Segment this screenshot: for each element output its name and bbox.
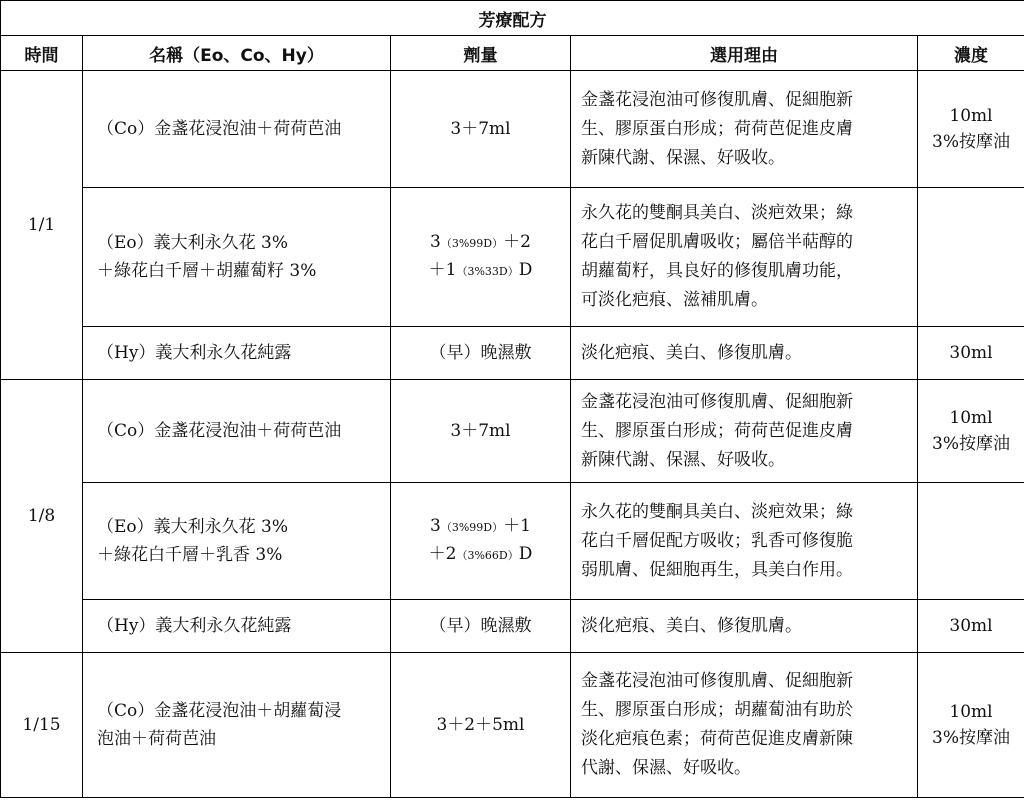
concentration-cell: [918, 653, 1024, 798]
table-row: [1, 600, 1024, 653]
concentration-cell-line: 3%按摩油: [932, 132, 1010, 152]
concentration-cell-line: 3%按摩油: [932, 728, 1010, 748]
concentration-cell: [918, 483, 1024, 600]
name-cell-line: ＋綠花白千層＋胡蘿蔔籽 3%: [97, 261, 317, 281]
header-dose: 劑量: [391, 36, 571, 71]
concentration-cell-line: 3%按摩油: [932, 434, 1010, 454]
name-cell: [83, 483, 391, 600]
dose-ratio: （3%33D）: [456, 265, 519, 278]
reason-cell-line: 胡蘿蔔籽，具良好的修復肌膚功能，: [581, 261, 853, 281]
reason-cell-line: 弱肌膚、促細胞再生，具美白作用。: [581, 559, 853, 580]
header-reason: 選用理由: [571, 36, 918, 71]
reason-cell: [571, 653, 918, 798]
concentration-cell-line: 10ml: [949, 106, 993, 126]
dose-cell: [391, 188, 571, 327]
reason-cell-line: 可淡化疤痕、滋補肌膚。: [581, 290, 768, 310]
dose-amount: （早）晚濕敷: [429, 343, 532, 363]
dose-cell: [391, 380, 571, 483]
dose-amount: 3: [430, 516, 441, 536]
date-cell: 1/15: [1, 653, 83, 798]
name-cell: [83, 188, 391, 327]
name-cell: [83, 653, 391, 798]
concentration-cell: [918, 380, 1024, 483]
reason-cell-line: 金盞花浸泡油可修復肌膚、促細胞新: [581, 89, 853, 110]
concentration-cell-line: 30ml: [949, 616, 993, 636]
name-cell-line: （Co）金盞花浸泡油＋胡蘿蔔浸: [97, 701, 342, 721]
reason-cell-line: 淡化疤痕、美白、修復肌膚。: [581, 615, 802, 636]
dose-cell: [391, 327, 571, 380]
name-cell-line: （Hy）義大利永久花純露: [97, 343, 292, 363]
name-cell-line: （Eo）義大利永久花 3%: [97, 517, 289, 537]
name-cell: [83, 600, 391, 653]
dose-suffix: D: [518, 260, 533, 280]
name-cell: [83, 380, 391, 483]
dose-amount: （早）晚濕敷: [429, 616, 532, 636]
reason-cell: [571, 600, 918, 653]
dose-ratio: （3%99D）: [440, 521, 504, 534]
dose-suffix: D: [518, 544, 533, 564]
dose-amount: 3＋7ml: [450, 421, 511, 441]
dose-amount: 3＋7ml: [450, 119, 511, 139]
reason-cell: [571, 188, 918, 327]
table-row: [1, 327, 1024, 380]
table-row: [1, 71, 1024, 188]
table-row: [1, 653, 1024, 798]
reason-cell-line: 新陳代謝、保濕、好吸收。: [581, 449, 785, 470]
concentration-cell-line: 10ml: [949, 702, 993, 722]
name-cell-line: （Co）金盞花浸泡油＋荷荷芭油: [97, 119, 342, 139]
name-cell: [83, 71, 391, 188]
reason-cell: [571, 71, 918, 188]
concentration-cell: [918, 71, 1024, 188]
reason-cell-line: 代謝、保濕、好吸收。: [581, 758, 751, 778]
reason-cell-line: 花白千層促配方吸收；乳香可修復脆: [581, 530, 853, 551]
dose-cell: [391, 483, 571, 600]
table-body: [1, 71, 1024, 798]
reason-cell-line: 永久花的雙酮具美白、淡疤效果；綠: [581, 501, 853, 522]
reason-cell-line: 新陳代謝、保濕、好吸收。: [581, 147, 785, 168]
concentration-cell: [918, 600, 1024, 653]
name-cell: [83, 327, 391, 380]
concentration-cell: [918, 327, 1024, 380]
table-row: [1, 380, 1024, 483]
dose-suffix: ＋1: [503, 516, 531, 536]
reason-cell-line: 生、膠原蛋白形成；荷荷芭促進皮膚: [581, 420, 853, 441]
reason-cell-line: 生、膠原蛋白形成；荷荷芭促進皮膚: [581, 118, 853, 139]
concentration-cell-line: 10ml: [949, 408, 993, 428]
table-row: [1, 188, 1024, 327]
name-cell-line: （Eo）義大利永久花 3%: [97, 233, 289, 253]
dose-amount: 3＋2＋5ml: [436, 715, 525, 735]
table-title: 芳療配方: [1, 1, 1024, 36]
reason-cell-line: 金盞花浸泡油可修復肌膚、促細胞新: [581, 391, 853, 412]
reason-cell-line: 金盞花浸泡油可修復肌膚、促細胞新: [581, 671, 853, 691]
date-cell: 1/8: [1, 380, 83, 653]
dose-amount: ＋2: [428, 544, 457, 564]
reason-cell: [571, 327, 918, 380]
header-name: 名稱（Eo、Co、Hy）: [83, 36, 391, 71]
concentration-cell: [918, 188, 1024, 327]
dose-amount: ＋1: [428, 260, 457, 280]
reason-cell-line: 生、膠原蛋白形成；胡蘿蔔油有助於: [581, 700, 853, 720]
reason-cell-line: 永久花的雙酮具美白、淡疤效果；綠: [581, 203, 853, 223]
dose-cell: [391, 600, 571, 653]
dose-ratio: （3%99D）: [440, 237, 504, 250]
name-cell-line: （Hy）義大利永久花純露: [97, 616, 292, 636]
header-concentration: 濃度: [918, 36, 1024, 71]
name-cell-line: ＋綠花白千層＋乳香 3%: [97, 545, 283, 565]
date-cell: 1/1: [1, 71, 83, 380]
dose-amount: 3: [430, 232, 441, 252]
reason-cell-line: 淡化疤痕色素；荷荷芭促進皮膚新陳: [581, 729, 853, 749]
dose-cell: [391, 71, 571, 188]
reason-cell-line: 淡化疤痕、美白、修復肌膚。: [581, 342, 802, 363]
name-cell-line: 泡油＋荷荷芭油: [97, 729, 216, 749]
name-cell-line: （Co）金盞花浸泡油＋荷荷芭油: [97, 421, 342, 441]
reason-cell-line: 花白千層促肌膚吸收；屬倍半萜醇的: [581, 232, 853, 252]
reason-cell: [571, 380, 918, 483]
concentration-cell-line: 30ml: [949, 343, 993, 363]
table-row: [1, 483, 1024, 600]
dose-suffix: ＋2: [503, 232, 531, 252]
reason-cell: [571, 483, 918, 600]
header-time: 時間: [1, 36, 83, 71]
dose-ratio: （3%66D）: [456, 549, 519, 562]
dose-cell: [391, 653, 571, 798]
